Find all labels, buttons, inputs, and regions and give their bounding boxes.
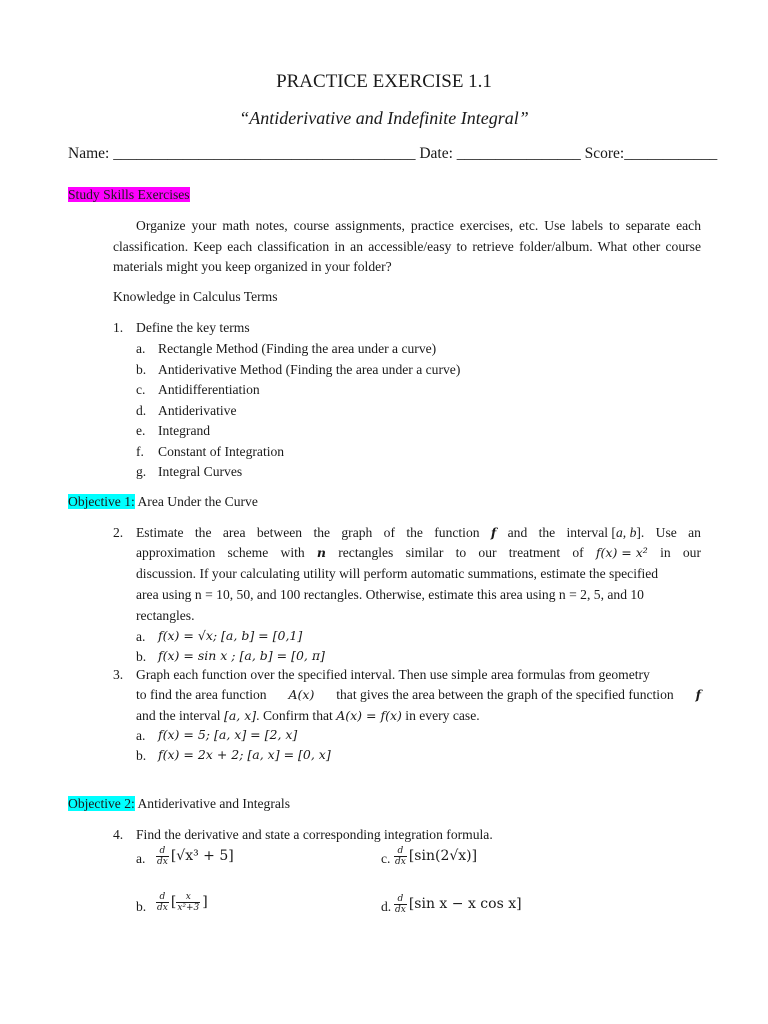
q2-line-1: Estimate the area between the graph of the function f and the interval [a, b]. Use an (136, 525, 701, 540)
q4-b-label: b. (136, 899, 147, 914)
q2-number: 2. (113, 525, 124, 540)
q1-item-text: Antiderivative (158, 402, 237, 418)
q1-text: Define the key terms (136, 320, 250, 335)
q3-line-1: Graph each function over the specified interval. Then use simple area formulas from geometry (136, 667, 650, 682)
q3-b-expr: f(x) = 2x + 2; [a, x] = [0, x] (158, 747, 331, 762)
q4-text: Find the derivative and state a corresponding integration formula. (136, 827, 493, 842)
q3-line-3: and the interval [a, x]. Confirm that A(x) = f(x) in every case. (136, 708, 480, 723)
q2-b-expr: f(x) = sin x ; [a, b] = [0, π] (158, 648, 325, 663)
q4-b-expr: $\frac{d}{dx}$ [ $\frac{x}{\text{x²+3}}$ ] (157, 892, 208, 913)
q4-d-label: d. (381, 899, 392, 914)
study-skills-paragraph: Organize your math notes, course assignments, practice exercises, etc. Use labels to separate each classification. Keep each classification in an accessible/easy to retrieve folder/album. What other course materials might you keep organized in your folder? (113, 218, 701, 275)
q4-d-expr: $\frac{d}{dx}$ [sin x − x cos x] (395, 894, 522, 915)
q2-line-5: rectangles. (136, 608, 195, 623)
q3-b-label: b. (136, 748, 147, 763)
q1-item-label: c. (136, 382, 146, 397)
q2-line-2: approximation scheme with n rectangles similar to our treatment of f(x) = x² in our (136, 545, 701, 560)
objective-1: Objective 1: Area Under the Curve (68, 494, 258, 509)
q2-line-4: area using n = 10, 50, and 100 rectangles. Otherwise, estimate this area using n = 2, 5, and 10 (136, 587, 644, 602)
q2-a-label: a. (136, 629, 146, 644)
q1-item-text: Constant of Integration (158, 443, 285, 459)
q2-b-label: b. (136, 649, 147, 664)
q3-number: 3. (113, 667, 124, 682)
q4-a-expr: $\frac{d}{dx}$ [√x³ + 5] (157, 846, 234, 867)
q2-line-3: discussion. If your calculating utility will perform automatic summations, estimate the specified (136, 566, 659, 581)
knowledge-heading: Knowledge in Calculus Terms (113, 289, 278, 304)
q1-item-label: a. (136, 341, 146, 356)
q1-item-label: e. (136, 423, 146, 438)
study-skills-heading: Study Skills Exercises (68, 187, 190, 202)
q2-a-expr: f(x) = √x; [a, b] = [0,1] (158, 628, 303, 643)
page-subtitle: “Antiderivative and Indefinite Integral” (239, 108, 529, 128)
q1-item-text: Rectangle Method (Finding the area under a curve) (158, 341, 437, 356)
q1-item-label: d. (136, 402, 147, 418)
q1-number: 1. (113, 320, 124, 335)
q1-item-label: b. (136, 361, 147, 377)
q1-item-text: Antiderivative Method (Finding the area under a curve) (158, 361, 461, 377)
q3-a-label: a. (136, 728, 146, 743)
q4-a-label: a. (136, 851, 146, 866)
page-title: PRACTICE EXERCISE 1.1 (276, 71, 492, 92)
q1-item-label: f. (136, 443, 144, 459)
q1-item-label: g. (136, 464, 147, 479)
q3-a-expr: f(x) = 5; [a, x] = [2, x] (158, 727, 298, 742)
q4-number: 4. (113, 827, 124, 842)
name-date-score-line: Name: _______________________________________ Date: ________________ Score:____________ (68, 145, 718, 162)
q4-c-label: c. (381, 851, 391, 866)
q4-c-expr: $\frac{d}{dx}$ [sin(2√x)] (395, 846, 478, 867)
q1-item-text: Integrand (158, 423, 211, 438)
objective-2: Objective 2: Antiderivative and Integrals (68, 796, 290, 811)
q1-item-text: Antidifferentiation (158, 382, 260, 397)
q3-line-2: to find the area function A(x) that gives the area between the graph of the specified function f (136, 687, 701, 702)
q1-item-text: Integral Curves (158, 464, 243, 479)
